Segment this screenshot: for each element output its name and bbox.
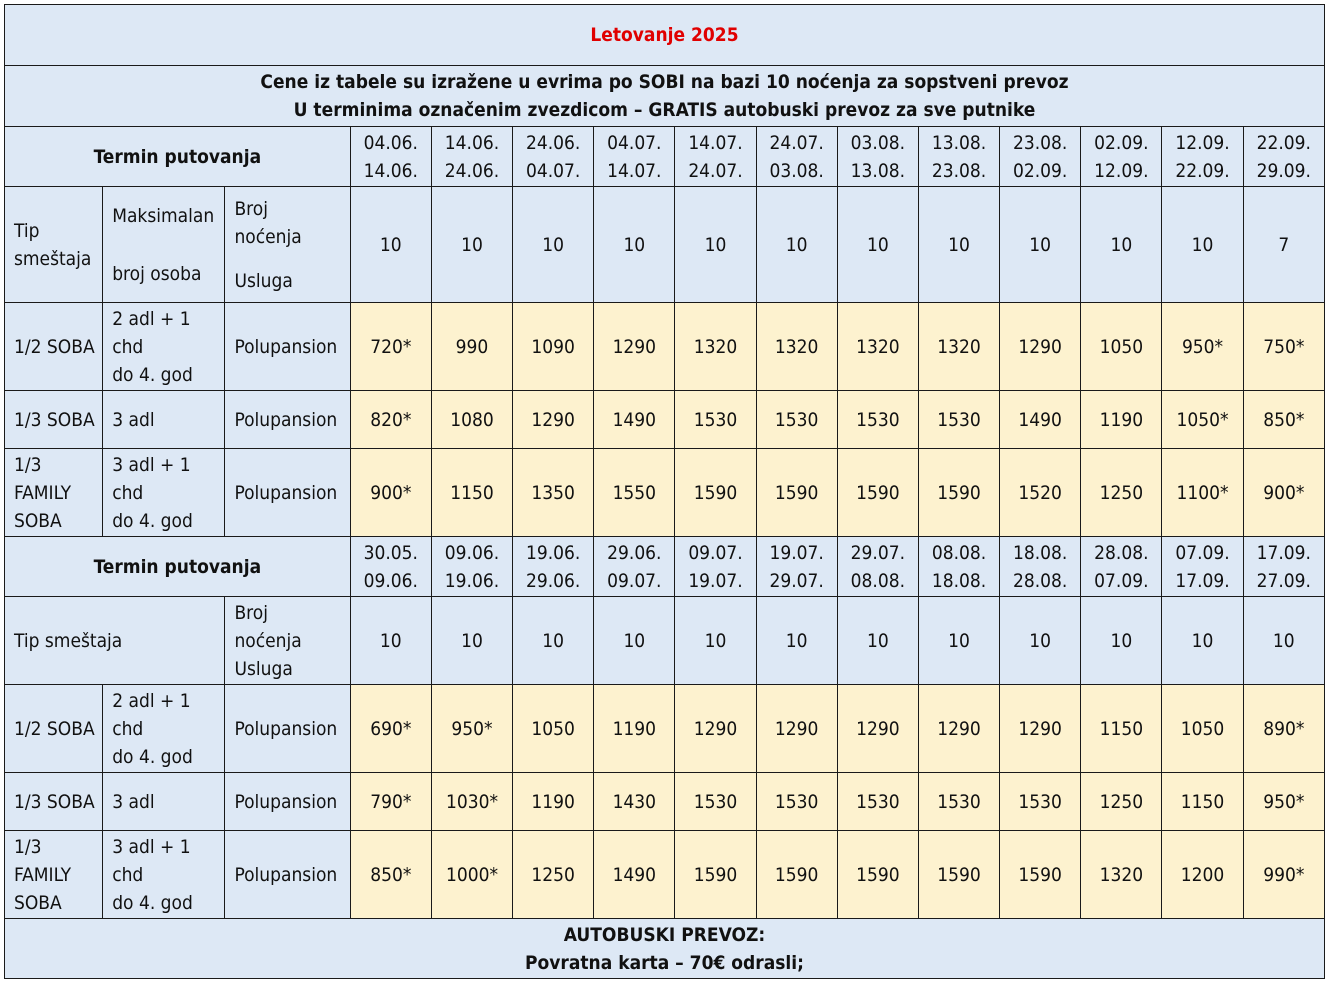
persons-text: do 4. god [112, 509, 193, 532]
room-type-text: 1/3 SOBA [14, 790, 95, 813]
date-text: 28.08. [1013, 569, 1068, 592]
price-cell: 1590 [675, 831, 756, 919]
persons-text: 3 adl [112, 790, 155, 813]
date-range-cell [513, 127, 594, 187]
date-text: 13.08. [850, 159, 906, 182]
date-range-cell [756, 127, 837, 187]
persons-text: 3 adl + 1 [112, 835, 191, 858]
price-cell: 1250 [513, 831, 594, 919]
date-text: 07.09. [1175, 541, 1230, 564]
price-cell: 1320 [1081, 831, 1162, 919]
persons-cell [103, 449, 225, 537]
nights-cell: 10 [756, 187, 837, 303]
date-text: 09.06. [444, 541, 500, 564]
persons-text: 2 adl + 1 [112, 307, 191, 330]
price-cell: 950* [1162, 303, 1243, 391]
price-cell: 850* [1243, 391, 1324, 449]
persons-text: do 4. god [112, 745, 193, 768]
date-range-cell [431, 537, 512, 597]
price-cell: 1200 [1162, 831, 1243, 919]
nights-cell: 10 [675, 187, 756, 303]
price-cell: 1530 [837, 773, 918, 831]
date-text: 23.08. [1013, 131, 1068, 154]
price-cell: 1320 [918, 303, 999, 391]
price-cell: 1290 [918, 685, 999, 773]
price-cell: 1590 [837, 831, 918, 919]
date-text: 09.06. [363, 569, 418, 592]
persons-cell [103, 391, 225, 449]
date-range-cell [513, 537, 594, 597]
room-type-text: FAMILY [14, 481, 71, 504]
price-cell: 1150 [1162, 773, 1243, 831]
price-cell: 1190 [513, 773, 594, 831]
date-text: 19.07. [769, 541, 824, 564]
notes-cell [5, 66, 1325, 127]
price-cell: 890* [1243, 685, 1324, 773]
nights-cell: 7 [1243, 187, 1324, 303]
room-type-text: 1/3 SOBA [14, 408, 95, 431]
date-text: 14.07. [688, 131, 743, 154]
persons-text: chd [112, 335, 144, 358]
date-text: 07.09. [1094, 569, 1149, 592]
date-range-cell [350, 127, 431, 187]
price-cell: 1490 [594, 831, 675, 919]
room-type-cell [5, 391, 103, 449]
date-text: 14.07. [607, 159, 662, 182]
nights-cell: 10 [1162, 597, 1243, 685]
label-text: Maksimalan [112, 204, 215, 227]
date-text: 14.06. [363, 159, 418, 182]
date-text: 12.09. [1175, 131, 1230, 154]
nights-cell: 10 [350, 597, 431, 685]
date-text: 29.06. [607, 541, 662, 564]
price-cell: 1290 [1000, 685, 1081, 773]
room-type-cell [5, 303, 103, 391]
price-row [5, 449, 1325, 537]
footer-cell [5, 919, 1325, 979]
price-cell: 1530 [837, 391, 918, 449]
label-text: Usluga [234, 657, 293, 680]
price-cell: 1350 [513, 449, 594, 537]
price-row [5, 303, 1325, 391]
date-text: 27.09. [1256, 569, 1311, 592]
price-cell: 1290 [837, 685, 918, 773]
nights-cell: 10 [350, 187, 431, 303]
dates-row [5, 537, 1325, 597]
price-cell: 990* [1243, 831, 1324, 919]
date-range-cell [350, 537, 431, 597]
date-text: 02.09. [1094, 131, 1149, 154]
date-text: 24.06. [525, 131, 581, 154]
service-cell: Polupansion [225, 449, 350, 537]
date-range-cell [1081, 537, 1162, 597]
date-text: 13.08. [931, 131, 987, 154]
price-cell: 1430 [594, 773, 675, 831]
price-cell: 1490 [1000, 391, 1081, 449]
label-text: Tip [14, 219, 40, 242]
room-type-text: FAMILY [14, 863, 71, 886]
persons-cell [103, 773, 225, 831]
price-cell: 1490 [594, 391, 675, 449]
label-text: noćenja [234, 225, 302, 248]
date-text: 12.09. [1094, 159, 1149, 182]
date-text: 29.07. [850, 541, 906, 564]
nights-cell: 10 [918, 597, 999, 685]
persons-text: chd [112, 717, 144, 740]
nights-cell: 10 [1081, 187, 1162, 303]
date-text: 08.08. [850, 569, 906, 592]
price-cell: 1050 [1081, 303, 1162, 391]
price-cell: 1090 [513, 303, 594, 391]
price-cell: 950* [431, 685, 512, 773]
price-row [5, 773, 1325, 831]
price-cell: 900* [350, 449, 431, 537]
date-range-cell [594, 537, 675, 597]
nights-cell: 10 [594, 597, 675, 685]
price-row [5, 831, 1325, 919]
broj-nocenja-usluga-label [225, 187, 350, 303]
date-text: 19.06. [444, 569, 500, 592]
persons-cell [103, 831, 225, 919]
date-range-cell [918, 537, 999, 597]
date-text: 24.06. [444, 159, 500, 182]
price-cell: 1590 [918, 831, 999, 919]
dates-row [5, 127, 1325, 187]
service-cell: Polupansion [225, 831, 350, 919]
price-cell: 1000* [431, 831, 512, 919]
date-text: 03.08. [850, 131, 906, 154]
date-text: 24.07. [769, 131, 824, 154]
date-text: 17.09. [1175, 569, 1230, 592]
room-type-cell [5, 449, 103, 537]
price-cell: 1550 [594, 449, 675, 537]
date-range-cell [675, 127, 756, 187]
nights-cell: 10 [1243, 597, 1324, 685]
date-text: 04.07. [607, 131, 662, 154]
tip-smestaja-label [5, 187, 103, 303]
footer-row [5, 919, 1325, 979]
note-line: Cene iz tabele su izražene u evrima po SOBI na bazi 10 noćenja za sopstveni prevoz [260, 71, 1069, 93]
nights-cell: 10 [431, 597, 512, 685]
date-text: 04.06. [363, 131, 418, 154]
date-range-cell [1243, 127, 1324, 187]
nights-row [5, 597, 1325, 685]
price-cell: 1320 [837, 303, 918, 391]
price-table [4, 4, 1325, 979]
date-text: 29.06. [525, 569, 581, 592]
date-range-cell [1081, 127, 1162, 187]
date-text: 24.07. [688, 159, 743, 182]
nights-cell: 10 [837, 187, 918, 303]
broj-nocenja-usluga-label [225, 597, 350, 685]
price-cell: 950* [1243, 773, 1324, 831]
date-range-cell [1000, 127, 1081, 187]
nights-cell: 10 [513, 597, 594, 685]
room-type-text: 1/2 SOBA [14, 717, 95, 740]
price-cell: 1080 [431, 391, 512, 449]
date-text: 30.05. [363, 541, 418, 564]
date-range-cell [431, 127, 512, 187]
price-cell: 1250 [1081, 773, 1162, 831]
nights-cell: 10 [756, 597, 837, 685]
date-range-cell [1000, 537, 1081, 597]
price-cell: 1290 [756, 685, 837, 773]
date-text: 14.06. [444, 131, 500, 154]
persons-text: 3 adl [112, 408, 155, 431]
price-cell: 1590 [675, 449, 756, 537]
nights-cell: 10 [594, 187, 675, 303]
date-text: 02.09. [1013, 159, 1068, 182]
price-cell: 990 [431, 303, 512, 391]
date-text: 19.06. [525, 541, 581, 564]
nights-cell: 10 [1081, 597, 1162, 685]
date-range-cell [594, 127, 675, 187]
price-cell: 1530 [918, 391, 999, 449]
label-text: noćenja [234, 629, 302, 652]
persons-text: do 4. god [112, 363, 193, 386]
room-type-cell [5, 773, 103, 831]
price-cell: 690* [350, 685, 431, 773]
room-type-text: SOBA [14, 509, 62, 532]
price-cell: 1190 [594, 685, 675, 773]
persons-cell [103, 685, 225, 773]
nights-cell: 10 [1000, 187, 1081, 303]
price-cell: 1190 [1081, 391, 1162, 449]
price-cell: 1520 [1000, 449, 1081, 537]
nights-row [5, 187, 1325, 303]
date-text: 03.08. [769, 159, 824, 182]
price-cell: 1150 [1081, 685, 1162, 773]
price-cell: 720* [350, 303, 431, 391]
date-text: 29.07. [769, 569, 824, 592]
service-cell: Polupansion [225, 391, 350, 449]
date-text: 04.07. [525, 159, 581, 182]
tip-smestaja-label: Tip smeštaja [5, 597, 225, 685]
price-cell: 1590 [837, 449, 918, 537]
nights-cell: 10 [837, 597, 918, 685]
persons-text: chd [112, 481, 144, 504]
label-text: Broj [234, 601, 268, 624]
price-cell: 1320 [675, 303, 756, 391]
price-cell: 1320 [756, 303, 837, 391]
price-cell: 1590 [756, 449, 837, 537]
date-range-cell [1243, 537, 1324, 597]
nights-cell: 10 [1000, 597, 1081, 685]
price-cell: 790* [350, 773, 431, 831]
label-text: smeštaja [14, 247, 92, 270]
price-cell: 1590 [756, 831, 837, 919]
price-cell: 850* [350, 831, 431, 919]
persons-text: 2 adl + 1 [112, 689, 191, 712]
price-cell: 1590 [1000, 831, 1081, 919]
price-cell: 900* [1243, 449, 1324, 537]
date-text: 19.07. [688, 569, 743, 592]
date-text: 18.08. [931, 569, 987, 592]
price-cell: 1290 [675, 685, 756, 773]
nights-cell: 10 [918, 187, 999, 303]
label-text: broj osoba [112, 262, 202, 285]
price-cell: 1050 [513, 685, 594, 773]
date-range-cell [837, 537, 918, 597]
persons-text: 3 adl + 1 [112, 453, 191, 476]
persons-text: do 4. god [112, 891, 193, 914]
date-text: 09.07. [688, 541, 743, 564]
date-range-cell [756, 537, 837, 597]
label-text: Usluga [234, 269, 293, 292]
room-type-cell [5, 685, 103, 773]
title-cell [5, 5, 1325, 66]
date-range-cell [918, 127, 999, 187]
price-cell: 1530 [756, 773, 837, 831]
page-title: Letovanje 2025 [590, 24, 739, 46]
service-cell: Polupansion [225, 303, 350, 391]
date-text: 22.09. [1256, 131, 1311, 154]
price-row [5, 391, 1325, 449]
price-cell: 1250 [1081, 449, 1162, 537]
price-cell: 1530 [756, 391, 837, 449]
date-text: 17.09. [1256, 541, 1311, 564]
service-cell: Polupansion [225, 685, 350, 773]
price-cell: 1290 [513, 391, 594, 449]
date-text: 09.07. [607, 569, 662, 592]
date-text: 23.08. [931, 159, 987, 182]
room-type-text: 1/3 [14, 453, 42, 476]
persons-cell [103, 303, 225, 391]
room-type-text: SOBA [14, 891, 62, 914]
date-text: 18.08. [1013, 541, 1068, 564]
termin-label: Termin putovanja [5, 537, 351, 597]
room-type-text: 1/2 SOBA [14, 335, 95, 358]
date-range-cell [1162, 537, 1243, 597]
nights-cell: 10 [1162, 187, 1243, 303]
date-text: 29.09. [1256, 159, 1311, 182]
price-cell: 1030* [431, 773, 512, 831]
nights-cell: 10 [675, 597, 756, 685]
price-cell: 1100* [1162, 449, 1243, 537]
date-text: 28.08. [1094, 541, 1149, 564]
room-type-text: 1/3 [14, 835, 42, 858]
footer-line: AUTOBUSKI PREVOZ: [563, 923, 766, 946]
price-cell: 1050* [1162, 391, 1243, 449]
date-range-cell [837, 127, 918, 187]
date-range-cell [1162, 127, 1243, 187]
persons-text: chd [112, 863, 144, 886]
room-type-cell [5, 831, 103, 919]
price-cell: 820* [350, 391, 431, 449]
date-text: 08.08. [931, 541, 987, 564]
price-row [5, 685, 1325, 773]
note-line: U terminima označenim zvezdicom – GRATIS autobuski prevoz za sve putnike [293, 99, 1036, 121]
price-cell: 1530 [1000, 773, 1081, 831]
max-osoba-label [103, 187, 225, 303]
price-cell: 1290 [1000, 303, 1081, 391]
price-cell: 1590 [918, 449, 999, 537]
price-cell: 1150 [431, 449, 512, 537]
price-cell: 1530 [675, 773, 756, 831]
price-cell: 1530 [675, 391, 756, 449]
price-cell: 750* [1243, 303, 1324, 391]
date-range-cell [675, 537, 756, 597]
date-text: 22.09. [1175, 159, 1230, 182]
nights-cell: 10 [513, 187, 594, 303]
service-cell: Polupansion [225, 773, 350, 831]
termin-label: Termin putovanja [5, 127, 351, 187]
price-cell: 1530 [918, 773, 999, 831]
label-text: Broj [234, 197, 268, 220]
footer-line: Povratna karta – 70€ odrasli; [525, 951, 804, 974]
price-cell: 1290 [594, 303, 675, 391]
price-cell: 1050 [1162, 685, 1243, 773]
nights-cell: 10 [431, 187, 512, 303]
